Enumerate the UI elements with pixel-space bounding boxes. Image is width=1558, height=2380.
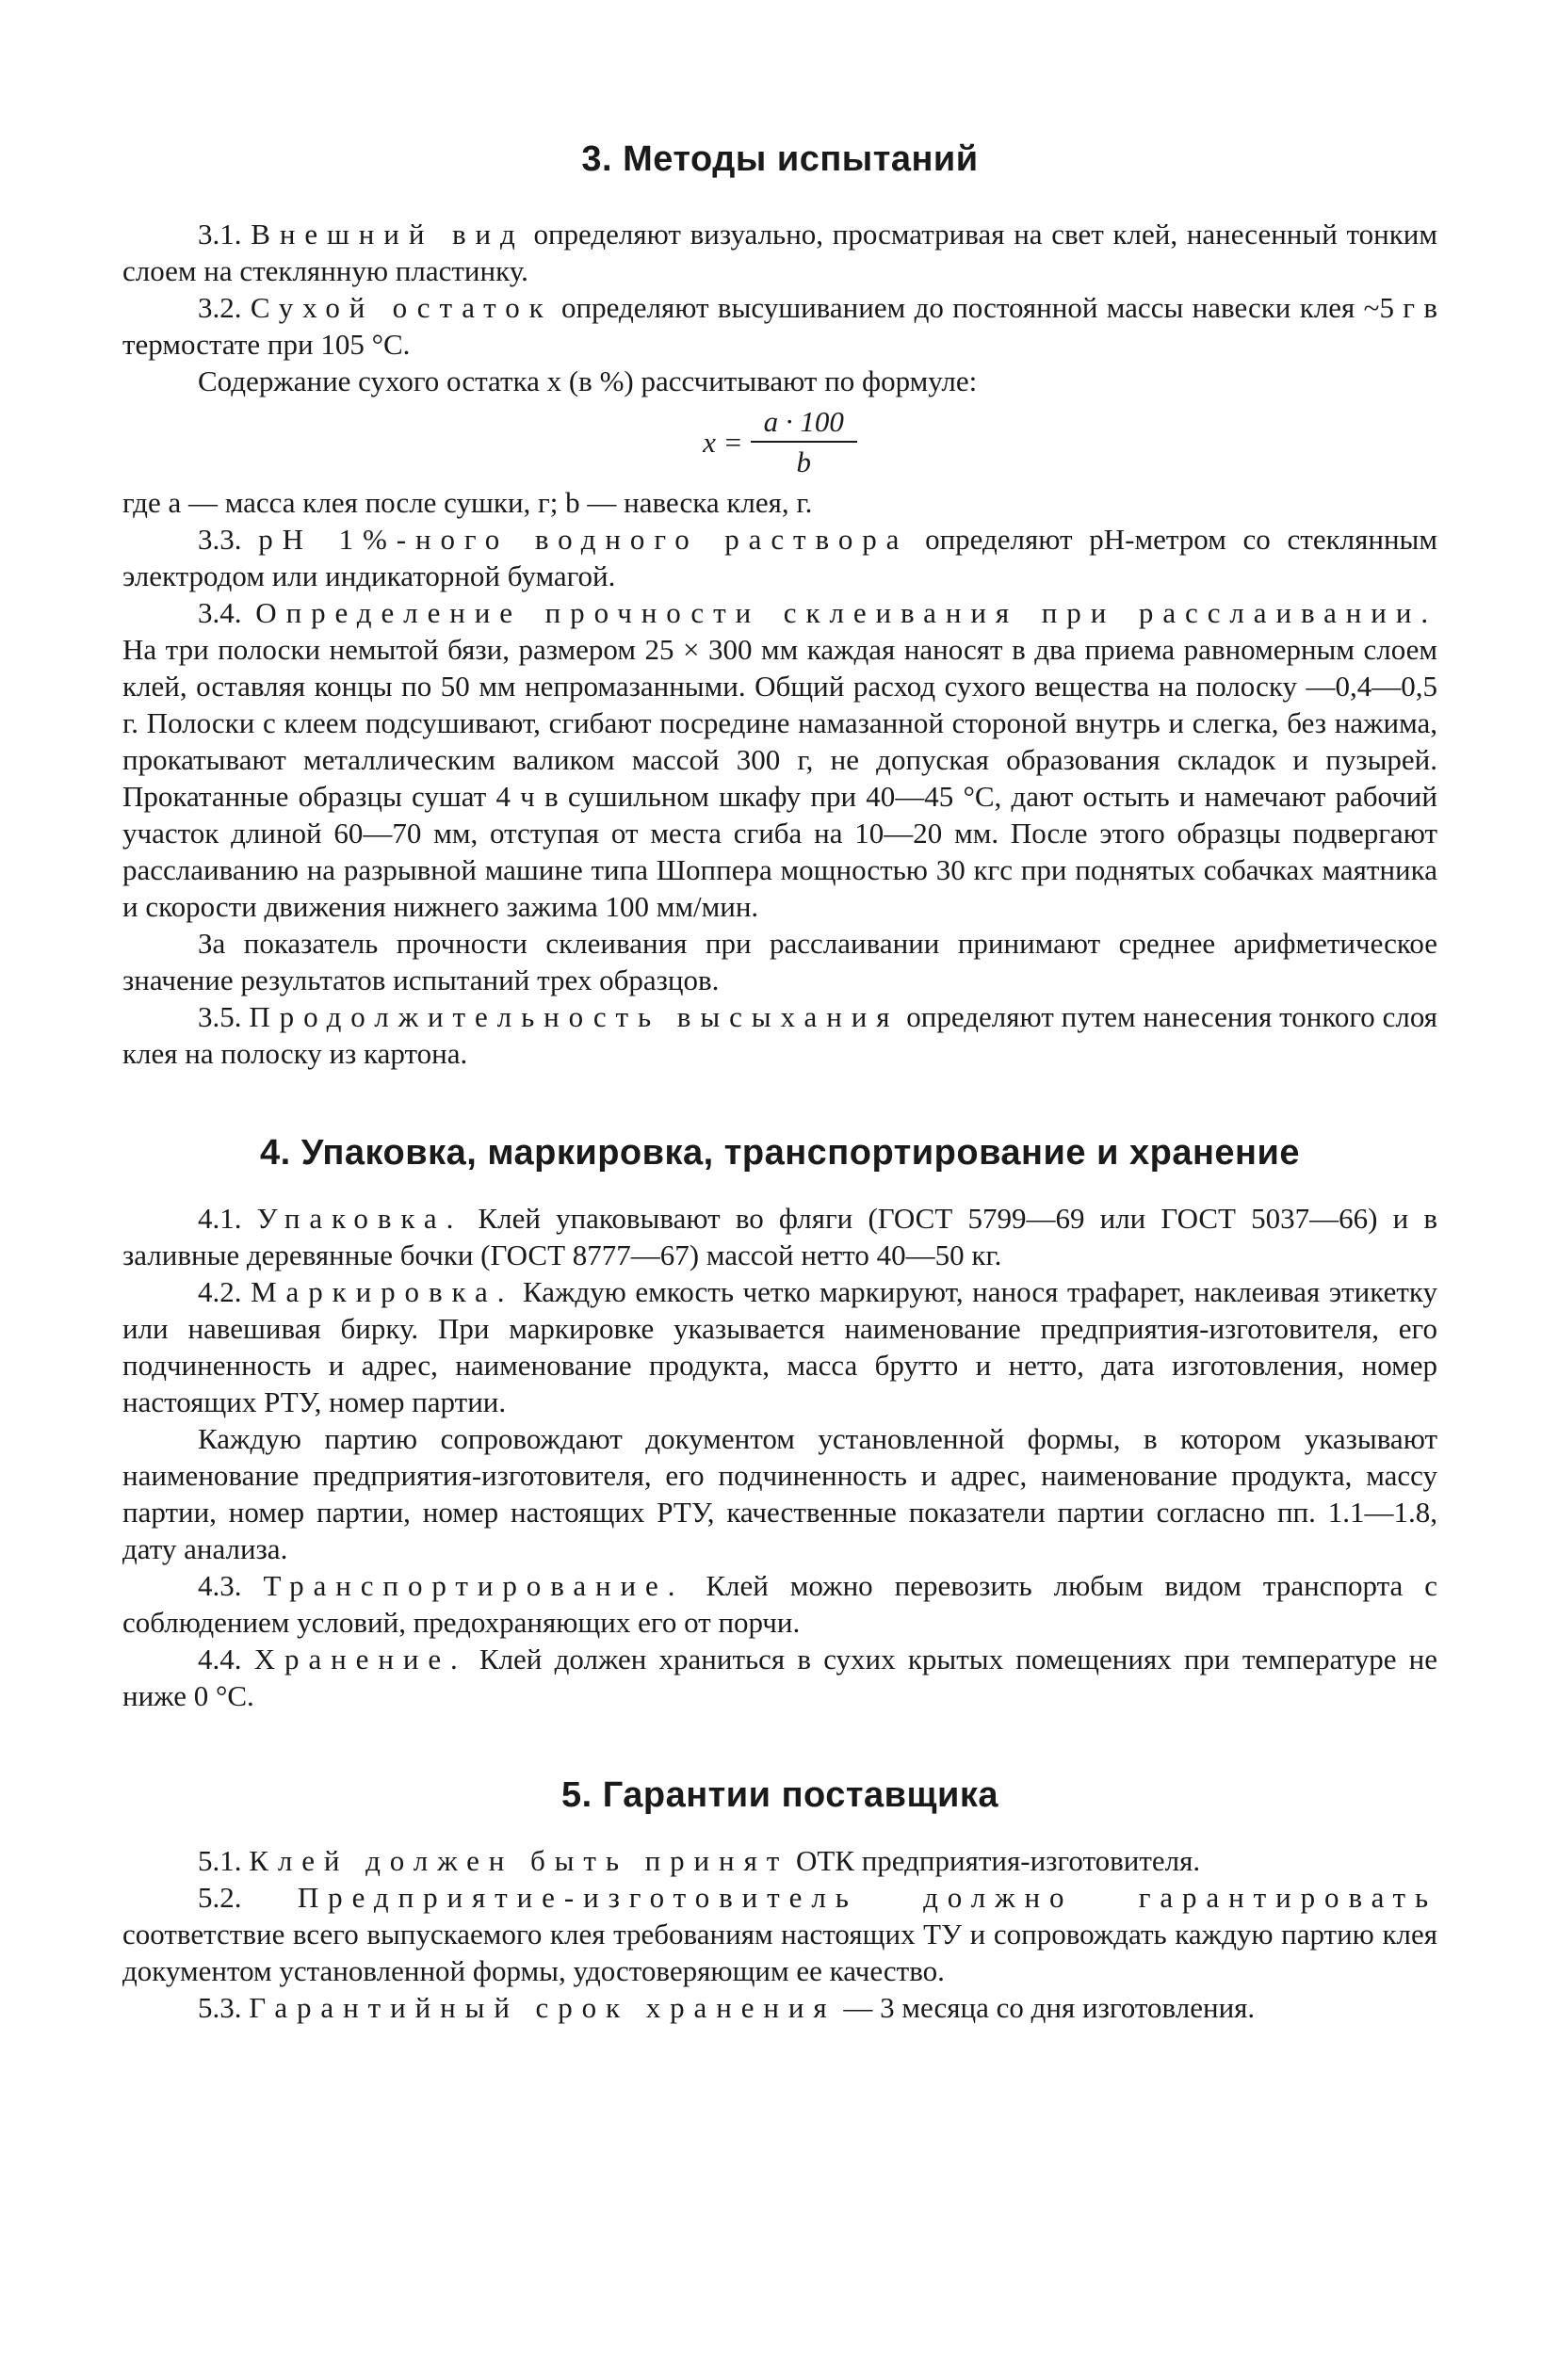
paragraph-4-3: [122, 1567, 1437, 1641]
clause-number: 3.4.: [198, 596, 242, 629]
formula-denominator: b: [796, 445, 811, 478]
formula-lhs: x =: [703, 425, 743, 459]
clause-keyword: Транспортирование.: [263, 1569, 685, 1602]
clause-keyword: Сухой остаток: [250, 291, 553, 324]
clause-keyword: Внешний вид: [251, 218, 525, 251]
paragraph-4-2-extra: Каждую партию сопровождают документом установленной формы, в котором указывают наименование предприятия-изготовителя, его подчиненность и адрес, наименование продукта, массу партии, номер партии, номер настоящих РТУ, качественные показатели партии согласно пп. 1.1—1.8, дату анализа.: [122, 1422, 1437, 1565]
clause-text: определяют визуально, просматривая на свет клей, нанесенный тонким слоем на стеклянную пластинку.: [122, 218, 1438, 287]
clause-text: На три полоски немытой бязи, размером 25 × 300 мм каждая наносят в два приема равномерным слоем клей, оставляя концы по 50 мм непромазанными. Общий расход сухого вещества на полоску —0,4—0,5 г. Полоски с клеем подсушивают, сгибают посредине намазанной стороной внутрь и слегка, без нажима, прокатывают металлическим валиком массой 300 г, не допуская образования складок и пузырей. Прокатанные образцы сушат 4 ч в сушильном шкафу при 40—45 °С, дают остыть и намечают рабочий участок длиной 60—70 мм, отступая от места сгиба на 10—20 мм. После этого образцы подвергают расслаиванию на разрывной машине типа Шоппера мощностью 30 кгс при поднятых собачках маятника и скорости движения нижнего зажима 100 мм/мин.: [122, 633, 1437, 923]
clause-number: 3.3.: [198, 523, 242, 556]
clause-text: — 3 месяца со дня изготовления.: [843, 1991, 1256, 2024]
clause-keyword: Хранение.: [253, 1643, 467, 1676]
clause-keyword: Предприятие-изготовитель должно гарантировать: [297, 1881, 1438, 1914]
clause-number: 5.2.: [198, 1881, 242, 1914]
clause-text: определяют путем нанесения тонкого слоя клея на полоску из картона.: [122, 1000, 1437, 1070]
paragraph-3-2: [122, 289, 1437, 363]
paragraph-3-5: [122, 998, 1437, 1072]
clause-number: 3.2.: [198, 291, 242, 324]
clause-text: Каждую емкость четко маркируют, нанося трафарет, наклеивая этикетку или навешивая бирку. При маркировке указывается наименование предприятия-изготовителя, его подчиненность и адрес, наименование продукта, масса брутто и нетто, дата изготовления, номер настоящих РТУ, номер партии.: [122, 1275, 1437, 1418]
paragraph-5-1: [122, 1842, 1437, 1879]
clause-keyword: Упаковка.: [256, 1202, 463, 1235]
formula-numerator: a · 100: [751, 403, 857, 443]
paragraph-3-4-extra: За показатель прочности склеивания при расслаивании принимают среднее арифметическое значение результатов испытаний трех образцов.: [122, 927, 1437, 996]
paragraph-3-2-formula-intro: Содержание сухого остатка x (в %) рассчитывают по формуле:: [198, 364, 978, 397]
paragraph-3-4: [122, 594, 1437, 925]
paragraph-4-1: [122, 1200, 1437, 1273]
section-4-title: 4. Упаковка, маркировка, транспортирование и хранение: [259, 1133, 1300, 1173]
clause-number: 5.3.: [198, 1991, 242, 2024]
clause-text: Клей должен храниться в сухих крытых помещениях при температуре не ниже 0 °С.: [122, 1643, 1438, 1712]
clause-text: соответствие всего выпускаемого клея требованиям настоящих ТУ и сопровождать каждую партию клея документом установленной формы, удостоверяющим ее качество.: [122, 1918, 1437, 1987]
section-5-title: 5. Гарантии поставщика: [560, 1775, 999, 1815]
dry-residue-formula: [122, 403, 1437, 480]
formula-fraction: [751, 403, 857, 480]
paragraph-5-3: [122, 1989, 1437, 2026]
clause-text: Клей упаковывают во фляги (ГОСТ 5799—69 или ГОСТ 5037—66) и в заливные деревянные бочки (ГОСТ 8777—67) массой нетто 40—50 кг.: [122, 1202, 1438, 1271]
clause-number: 4.4.: [198, 1643, 242, 1676]
paragraph-3-3: [122, 521, 1437, 594]
clause-keyword: Маркировка.: [251, 1275, 514, 1308]
clause-number: 4.3.: [198, 1569, 242, 1602]
paragraph-5-2: [122, 1879, 1437, 1989]
clause-keyword: pH 1%-ного водного раствора: [258, 523, 909, 556]
clause-number: 4.2.: [198, 1275, 242, 1308]
paragraph-3-1: [122, 216, 1437, 289]
formula-legend: где a — масса клея после сушки, г; b — навеска клея, г.: [122, 486, 813, 519]
section-3-title: 3. Методы испытаний: [581, 139, 979, 179]
clause-number: 3.5.: [198, 1000, 242, 1033]
clause-keyword: Определение прочности склеивания при расслаивании.: [255, 596, 1437, 629]
clause-text: ОТК предприятия-изготовителя.: [795, 1844, 1201, 1877]
clause-number: 4.1.: [198, 1202, 242, 1235]
paragraph-4-4: [122, 1641, 1437, 1714]
clause-text: определяют высушиванием до постоянной массы навески клея ~5 г в термостате при 105 °С.: [122, 291, 1438, 361]
clause-text: определяют pH-метром со стеклянным электродом или индикаторной бумагой.: [122, 523, 1438, 592]
clause-number: 3.1.: [198, 218, 242, 251]
clause-keyword: Гарантийный срок хранения: [249, 1991, 836, 2024]
clause-text: Клей можно перевозить любым видом транспорта с соблюдением условий, предохраняющих его от порчи.: [122, 1569, 1438, 1639]
clause-number: 5.1.: [198, 1844, 242, 1877]
paragraph-4-2: [122, 1273, 1437, 1420]
clause-keyword: Клей должен быть принят: [249, 1844, 789, 1877]
clause-keyword: Продолжительность высыхания: [249, 1000, 900, 1033]
